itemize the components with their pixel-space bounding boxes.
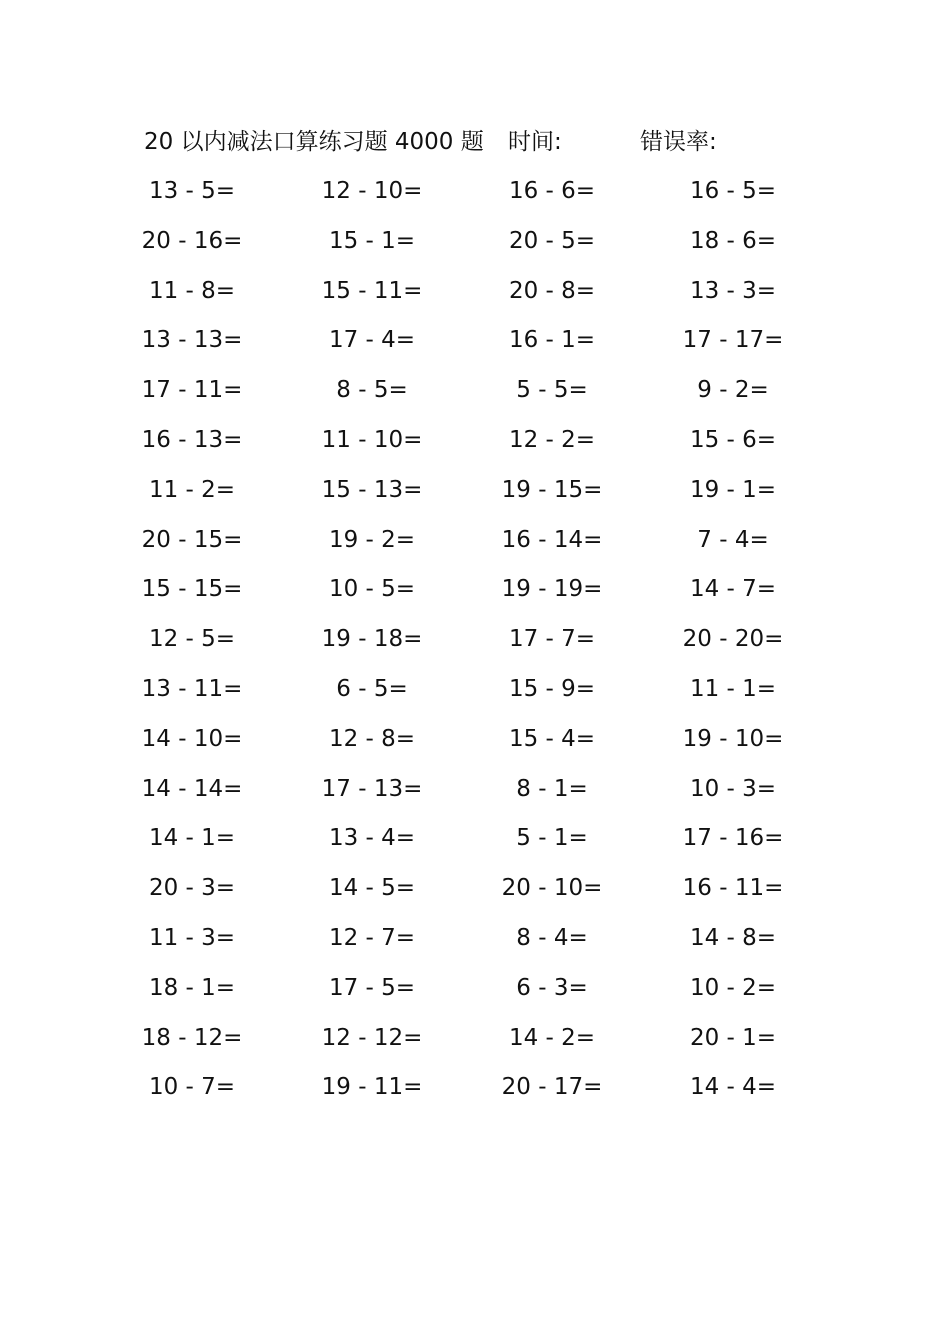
subtraction-problem: 19 - 11=	[321, 1074, 423, 1101]
subtraction-problem: 14 - 8=	[689, 924, 777, 951]
subtraction-problem: 10 - 2=	[689, 974, 777, 1001]
subtraction-problem: 8 - 5=	[336, 377, 408, 404]
subtraction-problem: 14 - 2=	[508, 1024, 596, 1051]
subtraction-problem: 19 - 18=	[321, 626, 423, 653]
subtraction-problem: 15 - 4=	[508, 725, 596, 752]
subtraction-problem: 12 - 12=	[321, 1024, 423, 1051]
problem-row	[0, 917, 950, 967]
subtraction-problem: 13 - 4=	[328, 825, 416, 852]
problem-row	[0, 768, 950, 818]
subtraction-problem: 14 - 14=	[141, 775, 243, 802]
subtraction-problem: 20 - 3=	[148, 875, 236, 902]
subtraction-problem: 10 - 7=	[148, 1074, 236, 1101]
subtraction-problem: 16 - 5=	[689, 178, 777, 204]
error-rate-label: 错误率:	[640, 129, 717, 155]
subtraction-problem: 15 - 11=	[321, 277, 423, 304]
subtraction-problem: 15 - 13=	[321, 476, 423, 503]
subtraction-problem: 8 - 1=	[516, 775, 588, 802]
time-label: 时间:	[508, 129, 562, 155]
problem-row	[0, 668, 950, 718]
problem-row	[0, 170, 950, 220]
subtraction-problem: 11 - 1=	[689, 675, 777, 702]
subtraction-problem: 16 - 6=	[508, 178, 596, 204]
subtraction-problem: 15 - 15=	[141, 576, 243, 603]
subtraction-problem: 15 - 6=	[689, 426, 777, 453]
worksheet-header	[0, 124, 950, 160]
problem-row	[0, 718, 950, 768]
subtraction-problem: 13 - 13=	[141, 327, 243, 354]
problem-row	[0, 817, 950, 867]
subtraction-problem: 19 - 15=	[501, 476, 603, 503]
worksheet-title: 20 以内减法口算练习题 4000 题	[144, 129, 484, 155]
subtraction-problem: 16 - 11=	[682, 875, 784, 902]
subtraction-problem: 18 - 12=	[141, 1024, 243, 1051]
subtraction-problem: 11 - 8=	[148, 277, 236, 304]
subtraction-problem: 13 - 5=	[148, 178, 236, 204]
subtraction-problem: 13 - 3=	[689, 277, 777, 304]
subtraction-problem: 18 - 6=	[689, 227, 777, 254]
subtraction-problem: 12 - 8=	[328, 725, 416, 752]
subtraction-problem: 14 - 1=	[148, 825, 236, 852]
subtraction-problem: 5 - 5=	[516, 377, 588, 404]
problem-row	[0, 1066, 950, 1116]
problem-row	[0, 967, 950, 1017]
subtraction-problem: 17 - 13=	[321, 775, 423, 802]
problem-row	[0, 220, 950, 270]
subtraction-problem: 15 - 1=	[328, 227, 416, 254]
subtraction-problem: 20 - 8=	[508, 277, 596, 304]
problem-row	[0, 369, 950, 419]
subtraction-problem: 7 - 4=	[697, 526, 769, 553]
problem-row	[0, 618, 950, 668]
subtraction-problem: 12 - 7=	[328, 924, 416, 951]
subtraction-problem: 18 - 1=	[148, 974, 236, 1001]
subtraction-problem: 13 - 11=	[141, 675, 243, 702]
subtraction-problem: 8 - 4=	[516, 924, 588, 951]
subtraction-problem: 19 - 19=	[501, 576, 603, 603]
subtraction-problem: 17 - 11=	[141, 377, 243, 404]
subtraction-problem: 17 - 4=	[328, 327, 416, 354]
problem-row	[0, 568, 950, 618]
subtraction-problem: 20 - 10=	[501, 875, 603, 902]
subtraction-problem: 16 - 1=	[508, 327, 596, 354]
subtraction-problem: 6 - 5=	[336, 675, 408, 702]
subtraction-problem: 19 - 10=	[682, 725, 784, 752]
subtraction-problem: 17 - 17=	[682, 327, 784, 354]
subtraction-problem: 20 - 20=	[682, 626, 784, 653]
problem-grid	[0, 170, 950, 1116]
subtraction-problem: 6 - 3=	[516, 974, 588, 1001]
subtraction-problem: 16 - 14=	[501, 526, 603, 553]
problem-row	[0, 419, 950, 469]
subtraction-problem: 10 - 5=	[328, 576, 416, 603]
subtraction-problem: 10 - 3=	[689, 775, 777, 802]
subtraction-problem: 5 - 1=	[516, 825, 588, 852]
subtraction-problem: 14 - 7=	[689, 576, 777, 603]
problem-row	[0, 319, 950, 369]
subtraction-problem: 16 - 13=	[141, 426, 243, 453]
subtraction-problem: 20 - 17=	[501, 1074, 603, 1101]
subtraction-problem: 15 - 9=	[508, 675, 596, 702]
subtraction-problem: 11 - 2=	[148, 476, 236, 503]
problem-row	[0, 519, 950, 569]
subtraction-problem: 12 - 5=	[148, 626, 236, 653]
problem-row	[0, 867, 950, 917]
subtraction-problem: 17 - 7=	[508, 626, 596, 653]
problem-row	[0, 1017, 950, 1067]
subtraction-problem: 19 - 2=	[328, 526, 416, 553]
subtraction-problem: 14 - 4=	[689, 1074, 777, 1101]
subtraction-problem: 11 - 3=	[148, 924, 236, 951]
subtraction-problem: 14 - 5=	[328, 875, 416, 902]
subtraction-problem: 17 - 16=	[682, 825, 784, 852]
subtraction-problem: 12 - 2=	[508, 426, 596, 453]
subtraction-problem: 19 - 1=	[689, 476, 777, 503]
subtraction-problem: 17 - 5=	[328, 974, 416, 1001]
subtraction-problem: 14 - 10=	[141, 725, 243, 752]
subtraction-problem: 20 - 16=	[141, 227, 243, 254]
subtraction-problem: 20 - 15=	[141, 526, 243, 553]
subtraction-problem: 9 - 2=	[697, 377, 769, 404]
problem-row	[0, 270, 950, 320]
subtraction-problem: 12 - 10=	[321, 178, 423, 204]
subtraction-problem: 20 - 5=	[508, 227, 596, 254]
subtraction-problem: 11 - 10=	[321, 426, 423, 453]
subtraction-problem: 20 - 1=	[689, 1024, 777, 1051]
problem-row	[0, 469, 950, 519]
